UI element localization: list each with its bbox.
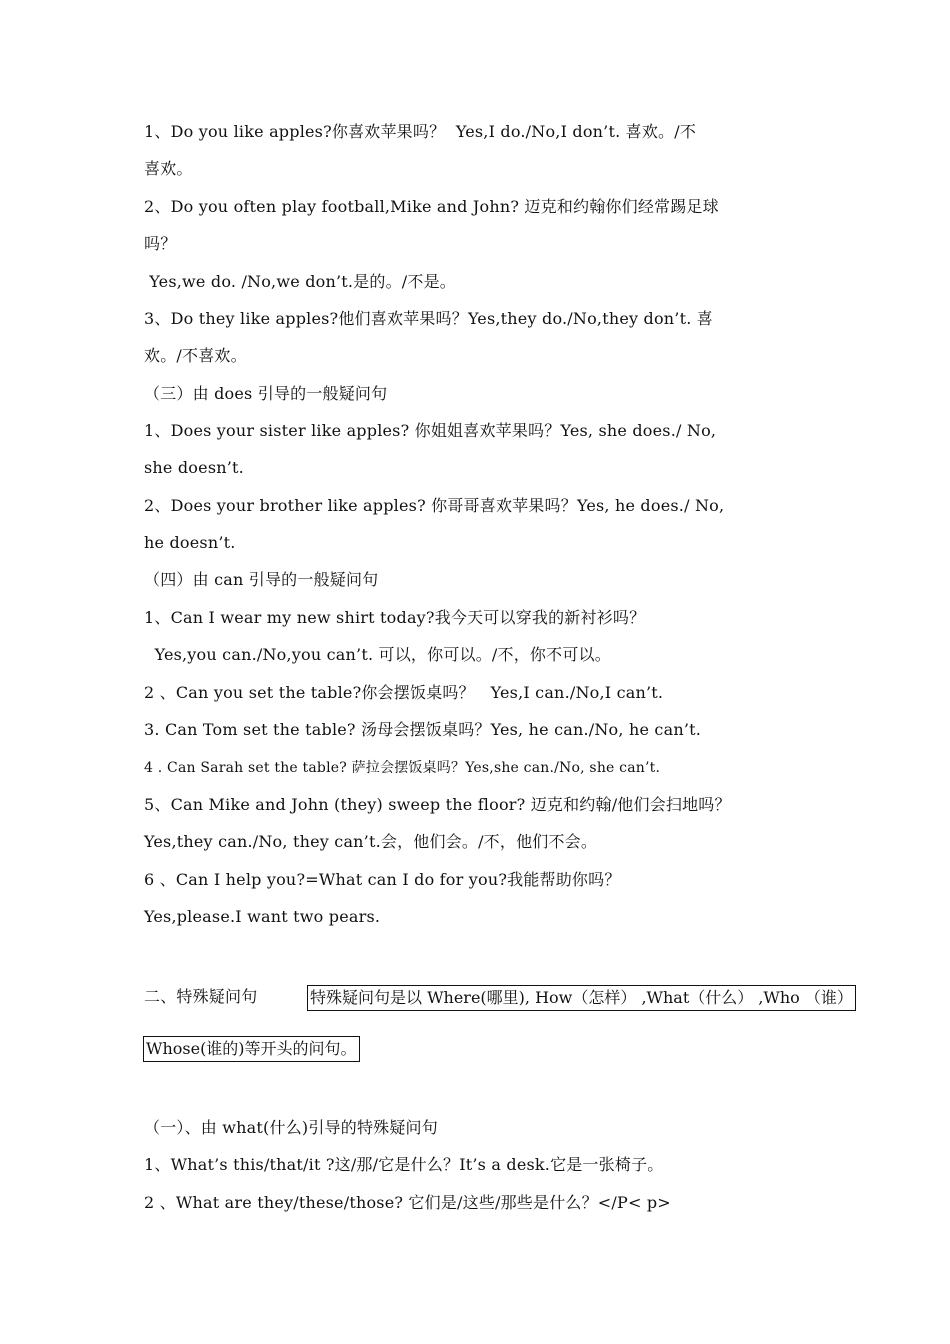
text-line: 1、What’s this/that/it ?这/那/它是什么？It’s a desk.它是一张椅子。	[144, 1155, 664, 1174]
text-line: Yes,please.I want two pears.	[144, 907, 381, 926]
text-line: Yes,you can./No,you can’t. 可以，你可以。/不，你不可以。	[144, 645, 611, 664]
text-line: 2 、Can you set the table?你会摆饭桌吗？ Yes,I can./No,I can’t.	[144, 683, 664, 702]
text-line: 吗？	[144, 234, 177, 253]
text-line: 5、Can Mike and John (they) sweep the floor? 迈克和约翰/他们会扫地吗？	[144, 795, 731, 814]
section-heading: 二、特殊疑问句	[144, 987, 258, 1006]
subheading-one: （一）、由 what(什么)引导的特殊疑问句	[144, 1118, 438, 1137]
subheading-four: （四）由 can 引导的一般疑问句	[144, 570, 379, 589]
text-line: 2、Does your brother like apples? 你哥哥喜欢苹果吗？Yes, he does./ No,	[144, 496, 725, 515]
text-line: 6 、Can I help you?=What can I do for you?我能帮助你吗？	[144, 870, 621, 889]
text-line: 3、Do they like apples?他们喜欢苹果吗？Yes,they do./No,they don’t. 喜	[144, 309, 713, 328]
definition-box-line1: 特殊疑问句是以 Where(哪里), How（怎样） ,What（什么） ,Who （谁）	[307, 985, 856, 1011]
text-line: 1、Do you like apples?你喜欢苹果吗？ Yes,I do./No,I don’t. 喜欢。/不	[144, 122, 697, 141]
text-line: 1、Does your sister like apples? 你姐姐喜欢苹果吗？Yes, she does./ No,	[144, 421, 717, 440]
text-line: 4 . Can Sarah set the table? 萨拉会摆饭桌吗？Yes,she can./No, she can’t.	[144, 760, 661, 776]
text-line: 喜欢。	[144, 159, 193, 178]
definition-box-line2: Whose(谁的)等开头的问句。	[143, 1036, 360, 1062]
text-line: 2、Do you often play football,Mike and John? 迈克和约翰你们经常踢足球	[144, 197, 719, 216]
text-line: 3. Can Tom set the table? 汤母会摆饭桌吗？Yes, he can./No, he can’t.	[144, 720, 702, 739]
text-line: 欢。/不喜欢。	[144, 346, 247, 365]
subheading-three: （三）由 does 引导的一般疑问句	[144, 384, 388, 403]
text-line: 1、Can I wear my new shirt today?我今天可以穿我的新衬衫吗？	[144, 608, 646, 627]
text-line: Yes,we do. /No,we don’t.是的。/不是。	[144, 272, 456, 291]
text-line: he doesn’t.	[144, 533, 236, 552]
text-line: 2 、What are they/these/those? 它们是/这些/那些是什么？</P< p>	[144, 1193, 671, 1212]
text-line: Yes,they can./No, they can’t.会，他们会。/不，他们不会。	[144, 832, 598, 851]
text-line: she doesn’t.	[144, 458, 244, 477]
